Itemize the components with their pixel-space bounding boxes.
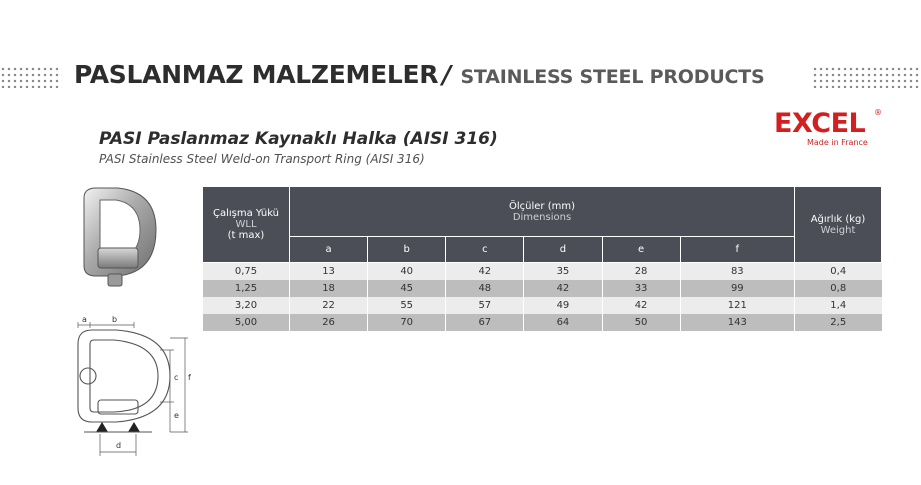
col-c: c [446,237,524,263]
weight-header-tr: Ağırlık (kg) [810,213,866,225]
wll-header-en: WLL [235,219,257,230]
wll-header-unit: (t max) [227,230,265,241]
product-title-tr: PASI Paslanmaz Kaynaklı Halka (AISI 316) [99,129,498,149]
col-a: a [290,237,368,263]
section-header [74,60,765,89]
dim-cell: 13 [290,263,368,281]
title-separator: / [442,60,452,89]
dim-cell: 22 [290,297,368,314]
dim-cell: 28 [602,263,680,281]
dim-cell: 33 [602,280,680,297]
brand-name: EXCEL [774,108,866,139]
dimensions-header [290,187,795,237]
wll-cell: 5,00 [203,314,290,331]
table-row [203,297,882,314]
decorative-dots-right [812,66,921,88]
wll-header [203,187,290,263]
product-title-en: PASI Stainless Steel Weld-on Transport Ring (AISI 316) [99,152,425,166]
dim-cell: 143 [680,314,794,331]
dim-cell: 18 [290,280,368,297]
weight-header [795,187,882,263]
wll-cell: 0,75 [203,263,290,281]
dim-cell: 26 [290,314,368,331]
dim-cell: 57 [446,297,524,314]
section-title-tr: PASLANMAZ MALZEMELER [74,60,439,89]
weight-cell: 2,5 [795,314,882,331]
dim-cell: 83 [680,263,794,281]
dim-cell: 70 [368,314,446,331]
dim-cell: 64 [524,314,602,331]
dimensions-header-en: Dimensions [512,211,572,223]
dimension-diagram [70,314,195,464]
dim-cell: 42 [446,263,524,281]
col-b: b [368,237,446,263]
label-b: b [112,315,118,324]
wll-cell: 1,25 [203,280,290,297]
label-d: d [116,441,122,450]
dim-cell: 42 [602,297,680,314]
dimensions-header-tr: Ölçüler (mm) [509,200,575,212]
dim-cell: 55 [368,297,446,314]
weight-cell: 0,8 [795,280,882,297]
label-e: e [174,411,179,420]
dim-cell: 45 [368,280,446,297]
dim-cell: 40 [368,263,446,281]
label-c: c [174,373,179,382]
dim-cell: 121 [680,297,794,314]
decorative-dots-left [0,66,62,88]
weld-on-ring-image [78,186,160,292]
brand-tagline: Made in France [807,138,868,147]
dim-cell: 50 [602,314,680,331]
col-d: d [524,237,602,263]
section-title-en: STAINLESS STEEL PRODUCTS [460,66,765,88]
spec-table [202,186,882,331]
table-row [203,263,882,281]
weight-cell: 0,4 [795,263,882,281]
label-a: a [82,315,87,324]
dim-cell: 67 [446,314,524,331]
weight-header-en: Weight [820,224,856,236]
weight-cell: 1,4 [795,297,882,314]
dim-cell: 35 [524,263,602,281]
wll-header-tr: Çalışma Yükü [212,208,280,219]
dim-cell: 49 [524,297,602,314]
dim-cell: 42 [524,280,602,297]
table-row [203,314,882,331]
registered-mark: ® [874,108,882,117]
col-f: f [680,237,794,263]
label-f: f [188,373,191,382]
col-e: e [602,237,680,263]
wll-cell: 3,20 [203,297,290,314]
dim-cell: 48 [446,280,524,297]
dim-cell: 99 [680,280,794,297]
brand-logo [774,108,884,152]
table-row [203,280,882,297]
